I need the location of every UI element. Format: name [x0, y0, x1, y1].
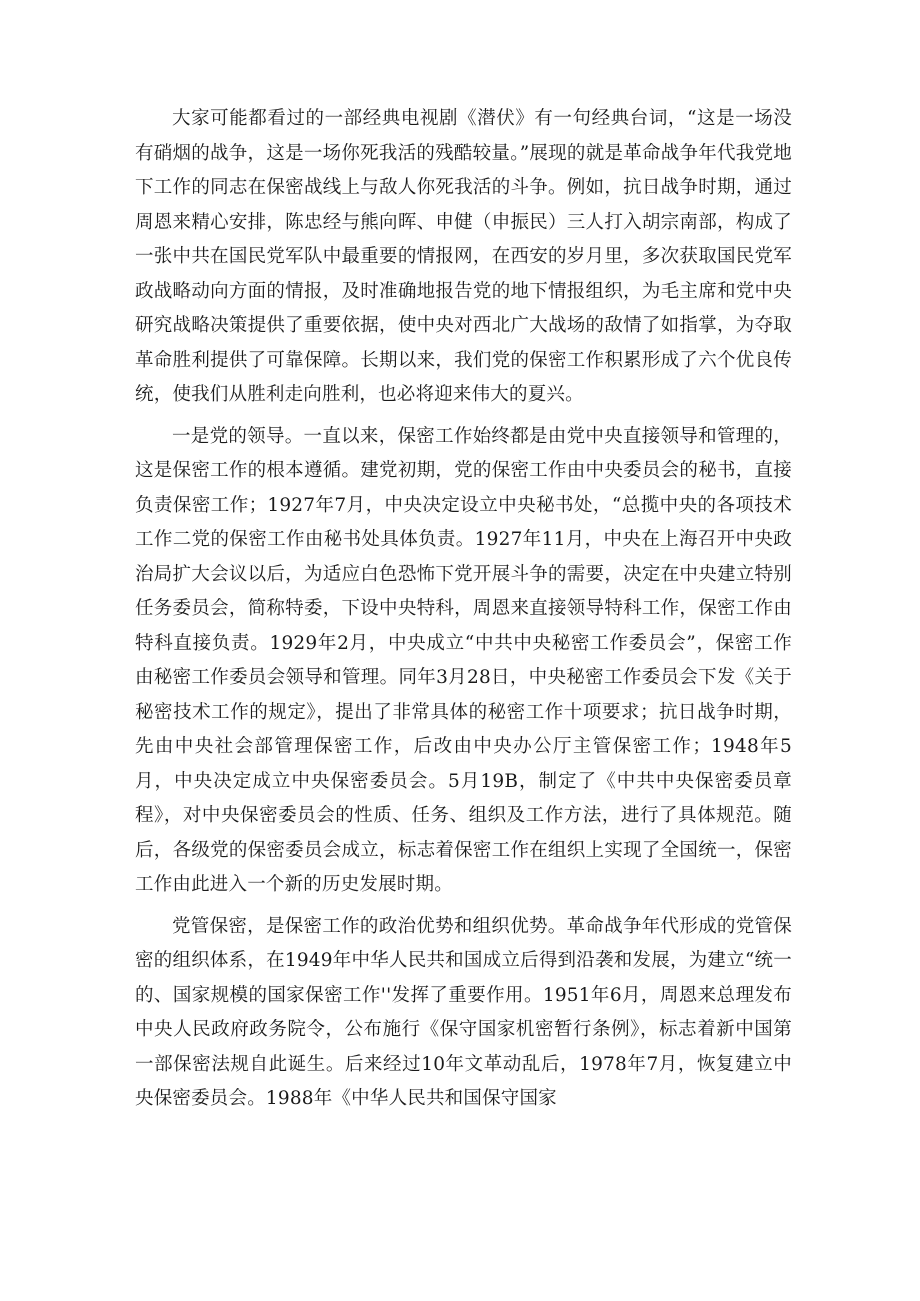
- paragraph-party-managed-secrecy: 党管保密，是保密工作的政治优势和组织优势。革命战争年代形成的党管保密的组织体系，在1949年中华人民共和国成立后得到沿袭和发展，为建立“统一的、国家规模的国家保密工作''发挥了重要作用。1951年6月，周恩来总理发布中央人民政府政务院令，公布施行《保守国家机密暂行条例》，标志着新中国第一部保密法规自此诞生。后来经过10年文革动乱后，1978年7月，恢复建立中央保密委员会。1988年《中华人民共和国保守国家: [135, 915, 792, 1109]
- paragraph-party-leadership: 一是党的领导。一直以来，保密工作始终都是由党中央直接领导和管理的，这是保密工作的根本遵循。建党初期，党的保密工作由中央委员会的秘书，直接负责保密工作；1927年7月，中央决定设立中央秘书处，“总揽中央的各项技术工作二党的保密工作由秘书处具体负责。1927年11月，中央在上海召开中央政治局扩大会议以后，为适应白色恐怖下党开展斗争的需要，决定在中央建立特别任务委员会，简称特委，下设中央特科，周恩来直接领导特科工作，保密工作由特科直接负责。1929年2月，中央成立“中共中央秘密工作委员会”，保密工作由秘密工作委员会领导和管理。同年3月28日，中央秘密工作委员会下发《关于秘密技术工作的规定》，提出了非常具体的秘密工作十项要求；抗日战争时期，先由中央社会部管理保密工作，后改由中央办公厅主管保密工作；1948年5月，中央决定成立中央保密委员会。5月19B，制定了《中共中央保密委员章程》，对中央保密委员会的性质、任务、组织及工作方法，进行了具体规范。随后，各级党的保密委员会成立，标志着保密工作在组织上实现了全国统一，保密工作由此进入一个新的历史发展时期。: [135, 425, 792, 895]
- document-body: [135, 102, 792, 1124]
- paragraph-qianfu-intro: 大家可能都看过的一部经典电视剧《潜伏》有一句经典台词，“这是一场没有硝烟的战争，这是一场你死我活的残酷较量。”展现的就是革命战争年代我党地下工作的同志在保密战线上与敌人你死我活的斗争。例如，抗日战争时期，通过周恩来精心安排，陈忠经与熊向晖、申健（申振民）三人打入胡宗南部，构成了一张中共在国民党军队中最重要的情报网，在西安的岁月里，多次获取国民党军政战略动向方面的情报，及时准确地报告党的地下情报组织，为毛主席和党中央研究战略决策提供了重要依据，使中央对西北广大战场的敌情了如指掌，为夺取革命胜利提供了可靠保障。长期以来，我们党的保密工作积累形成了六个优良传统，使我们从胜利走向胜利，也必将迎来伟大的夏兴。: [135, 108, 792, 405]
